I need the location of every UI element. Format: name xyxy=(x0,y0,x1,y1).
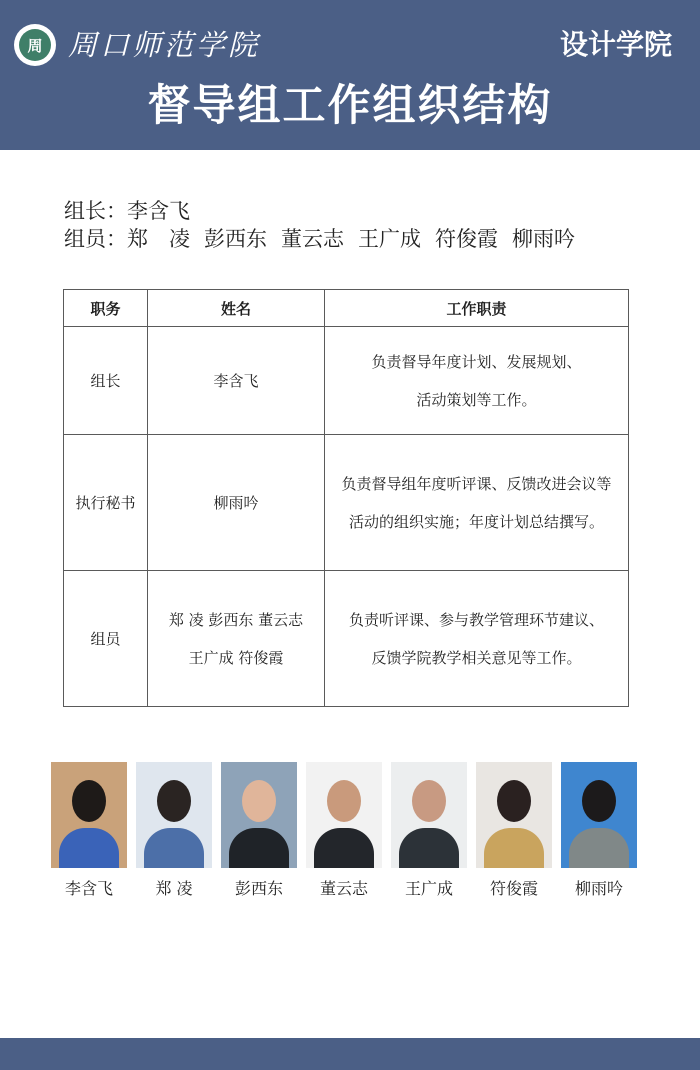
person-card xyxy=(136,762,212,899)
person-card xyxy=(476,762,552,899)
person-name: 李含飞 xyxy=(64,879,113,898)
portrait-photo xyxy=(51,762,127,868)
cell-name xyxy=(148,435,325,571)
portrait-head xyxy=(157,780,191,822)
duty-line: 反馈学院教学相关意见等工作。 xyxy=(371,648,582,667)
photo-gallery xyxy=(51,762,641,902)
person-card xyxy=(51,762,127,899)
school-logo xyxy=(14,24,56,66)
member-name: 郑 凌 xyxy=(127,227,190,251)
cell-duties xyxy=(325,435,629,571)
person-card xyxy=(306,762,382,899)
footer-bar xyxy=(0,1038,700,1070)
duty-line: 活动策划等工作。 xyxy=(416,390,537,409)
cell-name xyxy=(148,327,325,435)
cell-role: 执行秘书 xyxy=(64,435,148,571)
cell-name-line: 柳雨吟 xyxy=(213,493,259,512)
person-card xyxy=(561,762,637,899)
cell-name xyxy=(148,571,325,707)
portrait-body xyxy=(399,828,459,868)
cell-duties xyxy=(325,571,629,707)
member-name: 彭西东 xyxy=(204,227,267,251)
portrait-head xyxy=(327,780,361,822)
person-card xyxy=(221,762,297,899)
person-name: 王广成 xyxy=(404,879,453,898)
cell-name-line: 李含飞 xyxy=(213,371,259,390)
portrait-photo xyxy=(391,762,467,868)
header-banner xyxy=(0,0,700,150)
header-name: 姓名 xyxy=(148,290,325,327)
portrait-head xyxy=(582,780,616,822)
table-row xyxy=(64,571,629,707)
portrait-body xyxy=(569,828,629,868)
portrait-photo xyxy=(136,762,212,868)
school-logo-emblem: 周 xyxy=(19,29,51,61)
leader-line xyxy=(64,196,190,226)
person-name: 符俊霞 xyxy=(489,879,538,898)
person-name: 柳雨吟 xyxy=(574,879,623,898)
duty-line: 负责督导组年度听评课、反馈改进会议等 xyxy=(341,474,612,493)
duty-line: 负责听评课、参与教学管理环节建议、 xyxy=(348,610,604,629)
cell-name-line: 郑 凌 彭西东 董云志 xyxy=(168,610,304,629)
portrait-photo xyxy=(306,762,382,868)
table-header-row xyxy=(64,290,629,327)
college-name: 设计学院 xyxy=(559,28,672,61)
portrait-photo xyxy=(221,762,297,868)
members-label: 组员： xyxy=(64,227,127,251)
leader-label: 组长： xyxy=(64,199,127,223)
member-name: 董云志 xyxy=(281,227,344,251)
table-row xyxy=(64,435,629,571)
duty-line: 活动的组织实施；年度计划总结撰写。 xyxy=(348,512,604,531)
cell-role: 组员 xyxy=(64,571,148,707)
portrait-head xyxy=(497,780,531,822)
portrait-head xyxy=(72,780,106,822)
cell-name-line: 王广成 符俊霞 xyxy=(188,648,284,667)
cell-duties xyxy=(325,327,629,435)
portrait-head xyxy=(242,780,276,822)
table-row xyxy=(64,327,629,435)
portrait-body xyxy=(314,828,374,868)
portrait-photo xyxy=(476,762,552,868)
person-card xyxy=(391,762,467,899)
person-name: 彭西东 xyxy=(234,879,283,898)
portrait-body xyxy=(59,828,119,868)
school-name: 周口师范学院 xyxy=(68,28,261,62)
person-name: 郑 凌 xyxy=(155,879,193,898)
duty-line: 负责督导年度计划、发展规划、 xyxy=(371,352,582,371)
members-line xyxy=(64,224,575,254)
cell-role: 组长 xyxy=(64,327,148,435)
portrait-head xyxy=(412,780,446,822)
member-name: 符俊霞 xyxy=(435,227,498,251)
page-title: 督导组工作组织结构 xyxy=(147,81,553,131)
header-role: 职务 xyxy=(64,290,148,327)
leader-name: 李含飞 xyxy=(127,199,190,223)
portrait-body xyxy=(144,828,204,868)
portrait-body xyxy=(484,828,544,868)
portrait-body xyxy=(229,828,289,868)
member-name: 柳雨吟 xyxy=(512,227,575,251)
header-duties: 工作职责 xyxy=(325,290,629,327)
member-name: 王广成 xyxy=(358,227,421,251)
duty-table xyxy=(63,289,629,707)
person-name: 董云志 xyxy=(319,879,368,898)
portrait-photo xyxy=(561,762,637,868)
